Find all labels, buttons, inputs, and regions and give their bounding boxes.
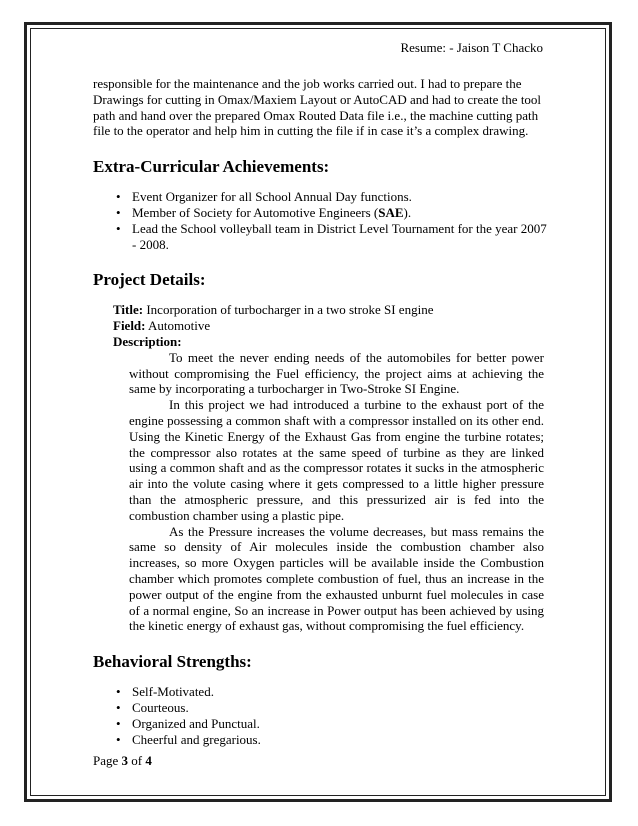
extra-curricular-heading: Extra-Curricular Achievements: [93,157,330,177]
project-description [129,350,544,634]
description-paragraph: In this project we had introduced a turbine to the exhaust port of the engine possessing a common shaft with a compressor installed on its other end. Using the Kinetic Energy of the Exhaust Gas from engine the turbine rotates; the compressor also rotates at the same speed of turbine as they are linked using a common shaft and as the compressor rotates it sucks in the atmospheric air into the volute casing where it gets compressed to a little higher pressure than the atmospheric pressure, and this pressurized air is fed into the combustion chamber using a plastic pipe. [129,397,544,523]
description-paragraph: To meet the never ending needs of the automobiles for better power without compromising the Fuel efficiency, the project aims at achieving the same by incorporating a turbocharger in Two-Stroke SI Engine. [129,349,544,397]
page-total: 4 [145,753,152,768]
list-item: • Event Organizer for all School Annual Day functions. [116,189,548,205]
list-item: • Courteous. [116,700,548,716]
project-field: Field: Automotive [113,318,211,334]
page-number: 3 [121,753,129,768]
list-item: • Cheerful and gregarious. [116,732,548,748]
project-details [113,302,548,634]
page-header: Resume: - Jaison T Chacko [400,40,543,55]
intro-paragraph: responsible for the maintenance and the job works carried out. I had to prepare the Drawings for cutting in Omax/Maxiem Layout or AutoCAD and had to create the tool path and hand over the prepared Omax Routed Data file i.e., the machine cutting path file to the operator and help him in cutting the file if in case it’s a complex drawing. [93,76,542,139]
list-item: • Organized and Punctual. [116,716,548,732]
page-footer: Page 3 of 4 [93,753,152,768]
project-description-label: Description: [113,333,182,349]
extra-curricular-list [93,189,548,252]
list-item: • Lead the School volleyball team in District Level Tournament for the year 2007 - 2008. [116,221,548,253]
behavioral-list [93,684,548,747]
list-item: • Member of Society for Automotive Engineers (SAE). [116,205,548,221]
description-paragraph: As the Pressure increases the volume decreases, but mass remains the same so density of Air molecules inside the combustion chamber also increases, so more Oxygen particles will be available inside the Combustion chamber which promotes complete combustion of fuel, thus an increase in the power output of the engine from the exhausted unburnt fuel molecules in case of a normal engine, So an increase in Power output has been achieved by using the kinetic energy of exhaust gas, without compromising the fuel efficiency. [129,523,544,634]
project-title: Title: Incorporation of turbocharger in a two stroke SI engine [113,302,434,318]
project-details-heading: Project Details: [93,270,206,290]
list-item: • Self-Motivated. [116,684,548,700]
resume-content [93,76,548,747]
behavioral-heading: Behavioral Strengths: [93,652,252,672]
